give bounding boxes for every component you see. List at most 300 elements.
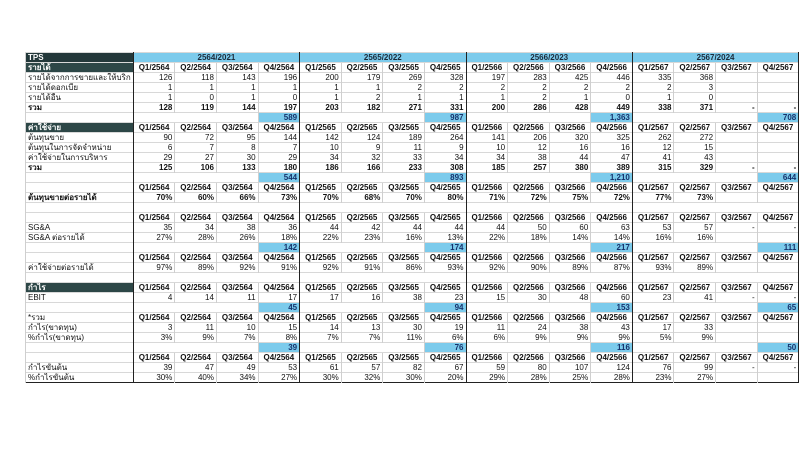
quarter-header[interactable]: Q3/2566 — [549, 253, 591, 263]
quarter-header[interactable]: Q3/2564 — [216, 63, 258, 73]
value-cell[interactable]: 38 — [549, 323, 591, 333]
quarter-header[interactable]: Q2/2567 — [674, 123, 716, 133]
value-cell[interactable] — [757, 333, 799, 343]
quarter-header[interactable]: Q2/2567 — [674, 213, 716, 223]
quarter-header[interactable]: Q2/2564 — [175, 283, 217, 293]
value-cell[interactable]: 197 — [466, 73, 508, 83]
value-cell[interactable]: 29 — [258, 153, 300, 163]
value-cell[interactable]: 257 — [508, 163, 550, 173]
value-cell[interactable]: 200 — [300, 73, 342, 83]
quarter-header[interactable]: Q2/2564 — [175, 123, 217, 133]
row-label[interactable]: SG&A ต่อรายได้ — [26, 233, 134, 243]
quarter-header[interactable]: Q2/2564 — [175, 253, 217, 263]
value-cell[interactable]: 11 — [175, 323, 217, 333]
value-cell[interactable]: 1 — [258, 83, 300, 93]
value-cell[interactable]: 2 — [424, 83, 466, 93]
quarter-header[interactable]: Q3/2566 — [549, 283, 591, 293]
value-cell[interactable]: 27% — [674, 373, 716, 383]
quarter-header[interactable]: Q1/2565 — [300, 353, 342, 363]
value-cell[interactable]: 328 — [424, 73, 466, 83]
value-cell[interactable] — [716, 153, 758, 163]
value-cell[interactable]: 13 — [341, 323, 383, 333]
value-cell[interactable]: 36 — [258, 223, 300, 233]
quarter-header[interactable]: Q3/2564 — [216, 123, 258, 133]
quarter-header[interactable]: Q4/2564 — [258, 213, 300, 223]
quarter-header[interactable]: Q4/2566 — [591, 253, 633, 263]
value-cell[interactable]: 53 — [632, 223, 674, 233]
annual-total[interactable]: 1,210 — [591, 173, 633, 183]
value-cell[interactable]: - — [716, 293, 758, 303]
quarter-header[interactable]: Q2/2565 — [341, 253, 383, 263]
value-cell[interactable]: 107 — [549, 363, 591, 373]
quarter-header[interactable]: Q3/2565 — [383, 183, 425, 193]
value-cell[interactable]: 35 — [133, 223, 175, 233]
value-cell[interactable]: 144 — [216, 103, 258, 113]
value-cell[interactable]: 39 — [133, 363, 175, 373]
row-label[interactable]: กำไร(ขาดทุน) — [26, 323, 134, 333]
row-label[interactable]: กำไรขั้นต้น — [26, 363, 134, 373]
value-cell[interactable]: 26% — [216, 233, 258, 243]
value-cell[interactable]: 93% — [632, 263, 674, 273]
value-cell[interactable]: 125 — [133, 163, 175, 173]
quarter-header[interactable]: Q4/2565 — [424, 283, 466, 293]
value-cell[interactable]: 25% — [549, 373, 591, 383]
value-cell[interactable]: 34 — [175, 223, 217, 233]
quarter-header[interactable]: Q3/2566 — [549, 353, 591, 363]
blank-cell[interactable] — [466, 343, 591, 353]
quarter-header[interactable]: Q4/2566 — [591, 353, 633, 363]
value-cell[interactable]: 2 — [383, 83, 425, 93]
value-cell[interactable]: 8% — [258, 333, 300, 343]
value-cell[interactable]: 59 — [466, 363, 508, 373]
value-cell[interactable]: 11 — [466, 323, 508, 333]
value-cell[interactable]: - — [757, 103, 799, 113]
value-cell[interactable]: 335 — [632, 73, 674, 83]
quarter-header[interactable]: Q1/2567 — [632, 283, 674, 293]
value-cell[interactable]: 196 — [258, 73, 300, 83]
blank-cell[interactable] — [300, 273, 466, 283]
value-cell[interactable]: - — [757, 293, 799, 303]
quarter-header[interactable]: Q4/2565 — [424, 313, 466, 323]
quarter-header[interactable]: Q3/2567 — [716, 213, 758, 223]
value-cell[interactable]: 89% — [175, 263, 217, 273]
quarter-header[interactable]: Q4/2566 — [591, 213, 633, 223]
quarter-header[interactable]: Q3/2565 — [383, 123, 425, 133]
value-cell[interactable]: 3 — [674, 83, 716, 93]
quarter-header[interactable]: Q2/2564 — [175, 353, 217, 363]
quarter-header[interactable]: Q3/2567 — [716, 283, 758, 293]
value-cell[interactable] — [716, 193, 758, 203]
value-cell[interactable]: 380 — [549, 163, 591, 173]
value-cell[interactable]: 185 — [466, 163, 508, 173]
value-cell[interactable]: 368 — [674, 73, 716, 83]
quarter-header[interactable]: Q2/2565 — [341, 183, 383, 193]
value-cell[interactable]: 28% — [175, 233, 217, 243]
value-cell[interactable]: 1 — [133, 93, 175, 103]
sheet-title[interactable]: TPS — [26, 53, 134, 63]
value-cell[interactable]: 30 — [383, 323, 425, 333]
value-cell[interactable]: 91% — [341, 263, 383, 273]
value-cell[interactable]: 22% — [300, 233, 342, 243]
quarter-header[interactable]: Q1/2567 — [632, 313, 674, 323]
quarter-header[interactable]: Q2/2566 — [508, 253, 550, 263]
row-label[interactable]: ต้นทุนขาย — [26, 133, 134, 143]
value-cell[interactable]: 371 — [674, 103, 716, 113]
year-header[interactable]: 2564/2021 — [133, 53, 299, 63]
value-cell[interactable]: 91% — [258, 263, 300, 273]
value-cell[interactable] — [757, 93, 799, 103]
value-cell[interactable]: 124 — [341, 133, 383, 143]
quarter-header[interactable]: Q2/2564 — [175, 63, 217, 73]
value-cell[interactable]: 1 — [216, 83, 258, 93]
value-cell[interactable]: 24 — [508, 323, 550, 333]
row-label[interactable]: ต้นทุนขายต่อรายได้ — [26, 193, 134, 203]
quarter-header[interactable]: Q3/2566 — [549, 123, 591, 133]
value-cell[interactable]: 63 — [591, 223, 633, 233]
quarter-header[interactable]: Q3/2567 — [716, 313, 758, 323]
quarter-header[interactable]: Q3/2565 — [383, 353, 425, 363]
value-cell[interactable]: 30 — [508, 293, 550, 303]
value-cell[interactable] — [757, 263, 799, 273]
value-cell[interactable]: 60 — [549, 223, 591, 233]
value-cell[interactable]: 1 — [341, 83, 383, 93]
value-cell[interactable]: 189 — [383, 133, 425, 143]
quarter-header[interactable]: Q2/2567 — [674, 353, 716, 363]
value-cell[interactable]: 73% — [674, 193, 716, 203]
value-cell[interactable]: 186 — [300, 163, 342, 173]
quarter-header[interactable]: Q3/2567 — [716, 183, 758, 193]
quarter-header[interactable]: Q4/2564 — [258, 183, 300, 193]
quarter-header[interactable]: Q4/2567 — [757, 213, 799, 223]
row-label[interactable]: รายได้ดอกเบี้ย — [26, 83, 134, 93]
quarter-header[interactable]: Q2/2566 — [508, 313, 550, 323]
value-cell[interactable]: 82 — [383, 363, 425, 373]
value-cell[interactable]: 203 — [300, 103, 342, 113]
value-cell[interactable]: 57 — [341, 363, 383, 373]
value-cell[interactable]: 67 — [424, 363, 466, 373]
value-cell[interactable]: 264 — [424, 133, 466, 143]
annual-total[interactable]: 39 — [258, 343, 300, 353]
value-cell[interactable]: 30 — [216, 153, 258, 163]
quarter-header[interactable]: Q4/2567 — [757, 183, 799, 193]
value-cell[interactable]: - — [716, 103, 758, 113]
quarter-header[interactable]: Q1/2567 — [632, 253, 674, 263]
value-cell[interactable]: 425 — [549, 73, 591, 83]
value-cell[interactable]: 2 — [508, 83, 550, 93]
value-cell[interactable]: 2 — [549, 83, 591, 93]
value-cell[interactable]: 34 — [300, 153, 342, 163]
quarter-header[interactable]: Q4/2567 — [757, 313, 799, 323]
quarter-header[interactable]: Q1/2566 — [466, 313, 508, 323]
value-cell[interactable]: 15 — [466, 293, 508, 303]
quarter-header[interactable]: Q3/2565 — [383, 283, 425, 293]
value-cell[interactable]: 66% — [216, 193, 258, 203]
value-cell[interactable]: 92% — [300, 263, 342, 273]
quarter-header[interactable]: Q4/2566 — [591, 313, 633, 323]
value-cell[interactable]: 0 — [258, 93, 300, 103]
quarter-header[interactable]: Q4/2566 — [591, 183, 633, 193]
value-cell[interactable]: 13% — [424, 233, 466, 243]
quarter-header[interactable]: Q1/2566 — [466, 253, 508, 263]
value-cell[interactable] — [716, 333, 758, 343]
quarter-header[interactable]: Q4/2564 — [258, 353, 300, 363]
value-cell[interactable]: 92% — [466, 263, 508, 273]
value-cell[interactable]: 44 — [466, 223, 508, 233]
value-cell[interactable] — [757, 153, 799, 163]
value-cell[interactable]: 8 — [216, 143, 258, 153]
value-cell[interactable]: 43 — [591, 323, 633, 333]
value-cell[interactable]: 338 — [632, 103, 674, 113]
quarter-header[interactable]: Q2/2565 — [341, 313, 383, 323]
value-cell[interactable] — [716, 143, 758, 153]
value-cell[interactable]: 1 — [133, 83, 175, 93]
quarter-header[interactable]: Q4/2565 — [424, 213, 466, 223]
quarter-header[interactable]: Q3/2566 — [549, 183, 591, 193]
value-cell[interactable]: 5% — [632, 333, 674, 343]
value-cell[interactable]: 0 — [591, 93, 633, 103]
value-cell[interactable]: 272 — [674, 133, 716, 143]
quarter-header[interactable]: Q4/2565 — [424, 353, 466, 363]
value-cell[interactable]: 331 — [424, 103, 466, 113]
annual-total[interactable]: 174 — [424, 243, 466, 253]
value-cell[interactable]: 206 — [508, 133, 550, 143]
quarter-header[interactable]: Q2/2565 — [341, 63, 383, 73]
value-cell[interactable]: 95 — [216, 133, 258, 143]
value-cell[interactable]: 10 — [300, 143, 342, 153]
quarter-header[interactable]: Q4/2565 — [424, 63, 466, 73]
value-cell[interactable]: 23 — [632, 293, 674, 303]
annual-total[interactable]: 217 — [591, 243, 633, 253]
value-cell[interactable]: 30% — [300, 373, 342, 383]
row-label[interactable] — [26, 213, 134, 223]
value-cell[interactable]: 14 — [175, 293, 217, 303]
value-cell[interactable]: 16% — [632, 233, 674, 243]
blank-cell[interactable] — [300, 173, 425, 183]
value-cell[interactable]: 9% — [674, 333, 716, 343]
blank-cell[interactable] — [300, 203, 466, 213]
value-cell[interactable] — [716, 93, 758, 103]
quarter-header[interactable]: Q1/2567 — [632, 183, 674, 193]
quarter-header[interactable]: Q1/2566 — [466, 63, 508, 73]
value-cell[interactable]: 77% — [632, 193, 674, 203]
value-cell[interactable]: 9 — [341, 143, 383, 153]
quarter-header[interactable]: Q4/2564 — [258, 283, 300, 293]
value-cell[interactable] — [716, 83, 758, 93]
value-cell[interactable]: 9% — [591, 333, 633, 343]
blank-cell[interactable] — [632, 343, 757, 353]
value-cell[interactable]: 27 — [175, 153, 217, 163]
value-cell[interactable]: 47 — [175, 363, 217, 373]
quarter-header[interactable]: Q2/2566 — [508, 283, 550, 293]
value-cell[interactable]: 30% — [383, 373, 425, 383]
blank-cell[interactable] — [133, 203, 299, 213]
quarter-header[interactable]: Q3/2567 — [716, 63, 758, 73]
value-cell[interactable]: 89% — [549, 263, 591, 273]
value-cell[interactable]: 72 — [175, 133, 217, 143]
quarter-header[interactable]: Q2/2566 — [508, 353, 550, 363]
value-cell[interactable]: 44 — [424, 223, 466, 233]
quarter-header[interactable]: Q2/2565 — [341, 353, 383, 363]
quarter-header[interactable]: Q4/2565 — [424, 123, 466, 133]
blank-cell[interactable] — [632, 203, 798, 213]
quarter-header[interactable]: Q1/2566 — [466, 123, 508, 133]
quarter-header[interactable]: Q2/2564 — [175, 313, 217, 323]
quarter-header[interactable]: Q2/2564 — [175, 213, 217, 223]
blank-cell[interactable] — [300, 303, 425, 313]
row-label[interactable]: ค่าใช้จ่าย — [26, 123, 134, 133]
quarter-header[interactable]: Q3/2565 — [383, 253, 425, 263]
value-cell[interactable]: 389 — [591, 163, 633, 173]
quarter-header[interactable]: Q4/2565 — [424, 253, 466, 263]
quarter-header[interactable]: Q2/2566 — [508, 123, 550, 133]
row-label[interactable] — [26, 353, 134, 363]
quarter-header[interactable]: Q1/2564 — [133, 253, 175, 263]
value-cell[interactable] — [716, 73, 758, 83]
value-cell[interactable]: 7% — [216, 333, 258, 343]
year-header[interactable]: 2567/2024 — [632, 53, 798, 63]
quarter-header[interactable]: Q4/2567 — [757, 63, 799, 73]
value-cell[interactable]: 27% — [258, 373, 300, 383]
quarter-header[interactable]: Q1/2567 — [632, 123, 674, 133]
blank-cell[interactable] — [466, 173, 591, 183]
value-cell[interactable]: 50 — [508, 223, 550, 233]
value-cell[interactable]: 53 — [258, 363, 300, 373]
quarter-header[interactable]: Q4/2564 — [258, 63, 300, 73]
value-cell[interactable]: 3% — [133, 333, 175, 343]
quarter-header[interactable]: Q4/2567 — [757, 283, 799, 293]
annual-total[interactable]: 111 — [757, 243, 799, 253]
value-cell[interactable]: 23 — [424, 293, 466, 303]
value-cell[interactable]: 2 — [466, 83, 508, 93]
year-header[interactable]: 2565/2022 — [300, 53, 466, 63]
quarter-header[interactable]: Q2/2567 — [674, 283, 716, 293]
annual-total[interactable]: 45 — [258, 303, 300, 313]
value-cell[interactable]: 1 — [175, 83, 217, 93]
value-cell[interactable]: 11% — [383, 333, 425, 343]
value-cell[interactable]: 1 — [424, 93, 466, 103]
value-cell[interactable]: 44 — [549, 153, 591, 163]
blank-cell[interactable] — [632, 243, 757, 253]
value-cell[interactable]: 6% — [424, 333, 466, 343]
row-label[interactable] — [26, 243, 134, 253]
row-label[interactable]: %กำไร(ขาดทุน) — [26, 333, 134, 343]
value-cell[interactable]: 18% — [258, 233, 300, 243]
blank-cell[interactable] — [632, 303, 757, 313]
annual-total[interactable]: 708 — [757, 113, 799, 123]
value-cell[interactable] — [757, 143, 799, 153]
quarter-header[interactable]: Q4/2566 — [591, 63, 633, 73]
quarter-header[interactable]: Q4/2565 — [424, 183, 466, 193]
value-cell[interactable]: 315 — [632, 163, 674, 173]
value-cell[interactable]: 27% — [133, 233, 175, 243]
quarter-header[interactable]: Q3/2566 — [549, 313, 591, 323]
value-cell[interactable]: 68% — [341, 193, 383, 203]
value-cell[interactable]: 1 — [300, 83, 342, 93]
quarter-header[interactable]: Q4/2564 — [258, 313, 300, 323]
value-cell[interactable]: 182 — [341, 103, 383, 113]
value-cell[interactable] — [716, 233, 758, 243]
value-cell[interactable]: 42 — [341, 223, 383, 233]
value-cell[interactable]: 7% — [341, 333, 383, 343]
value-cell[interactable]: 28% — [508, 373, 550, 383]
blank-cell[interactable] — [632, 273, 798, 283]
annual-total[interactable]: 94 — [424, 303, 466, 313]
value-cell[interactable]: 15 — [258, 323, 300, 333]
value-cell[interactable] — [716, 133, 758, 143]
quarter-header[interactable]: Q1/2564 — [133, 313, 175, 323]
value-cell[interactable]: 47 — [591, 153, 633, 163]
value-cell[interactable]: 75% — [549, 193, 591, 203]
value-cell[interactable]: 1 — [300, 93, 342, 103]
value-cell[interactable]: 23% — [341, 233, 383, 243]
value-cell[interactable]: 9 — [424, 143, 466, 153]
annual-total[interactable]: 1,363 — [591, 113, 633, 123]
quarter-header[interactable]: Q3/2565 — [383, 313, 425, 323]
value-cell[interactable]: 1 — [383, 93, 425, 103]
value-cell[interactable]: 106 — [175, 163, 217, 173]
value-cell[interactable]: 29% — [466, 373, 508, 383]
value-cell[interactable]: 34 — [466, 153, 508, 163]
value-cell[interactable]: 61 — [300, 363, 342, 373]
value-cell[interactable]: 41 — [674, 293, 716, 303]
quarter-header[interactable]: Q4/2566 — [591, 283, 633, 293]
annual-total[interactable]: 589 — [258, 113, 300, 123]
value-cell[interactable]: 72% — [508, 193, 550, 203]
value-cell[interactable]: - — [716, 163, 758, 173]
value-cell[interactable]: 142 — [300, 133, 342, 143]
value-cell[interactable]: 19 — [424, 323, 466, 333]
quarter-header[interactable]: Q2/2567 — [674, 253, 716, 263]
value-cell[interactable] — [757, 233, 799, 243]
value-cell[interactable]: 9% — [175, 333, 217, 343]
value-cell[interactable]: 2 — [341, 93, 383, 103]
value-cell[interactable]: 2 — [508, 93, 550, 103]
value-cell[interactable]: 17 — [258, 293, 300, 303]
value-cell[interactable]: 3 — [133, 323, 175, 333]
annual-total[interactable]: 893 — [424, 173, 466, 183]
value-cell[interactable]: 15 — [674, 143, 716, 153]
quarter-header[interactable]: Q1/2567 — [632, 63, 674, 73]
value-cell[interactable]: 92% — [216, 263, 258, 273]
value-cell[interactable]: 57 — [674, 223, 716, 233]
value-cell[interactable]: 80% — [424, 193, 466, 203]
quarter-header[interactable]: Q1/2565 — [300, 123, 342, 133]
value-cell[interactable]: 76 — [632, 363, 674, 373]
value-cell[interactable]: 269 — [383, 73, 425, 83]
row-label[interactable]: รวม — [26, 103, 134, 113]
value-cell[interactable]: 87% — [591, 263, 633, 273]
blank-cell[interactable] — [133, 343, 258, 353]
value-cell[interactable]: 6% — [466, 333, 508, 343]
value-cell[interactable]: 4 — [133, 293, 175, 303]
value-cell[interactable]: 9% — [549, 333, 591, 343]
value-cell[interactable]: 6 — [133, 143, 175, 153]
value-cell[interactable]: 119 — [175, 103, 217, 113]
value-cell[interactable]: 144 — [258, 133, 300, 143]
value-cell[interactable]: 200 — [466, 103, 508, 113]
value-cell[interactable]: 197 — [258, 103, 300, 113]
value-cell[interactable]: 124 — [591, 363, 633, 373]
quarter-header[interactable]: Q3/2567 — [716, 123, 758, 133]
value-cell[interactable]: 1 — [549, 93, 591, 103]
blank-cell[interactable] — [300, 113, 425, 123]
value-cell[interactable]: 90 — [133, 133, 175, 143]
value-cell[interactable]: 30% — [133, 373, 175, 383]
value-cell[interactable] — [757, 323, 799, 333]
value-cell[interactable]: 14% — [591, 233, 633, 243]
row-label[interactable] — [26, 183, 134, 193]
value-cell[interactable]: 325 — [591, 133, 633, 143]
